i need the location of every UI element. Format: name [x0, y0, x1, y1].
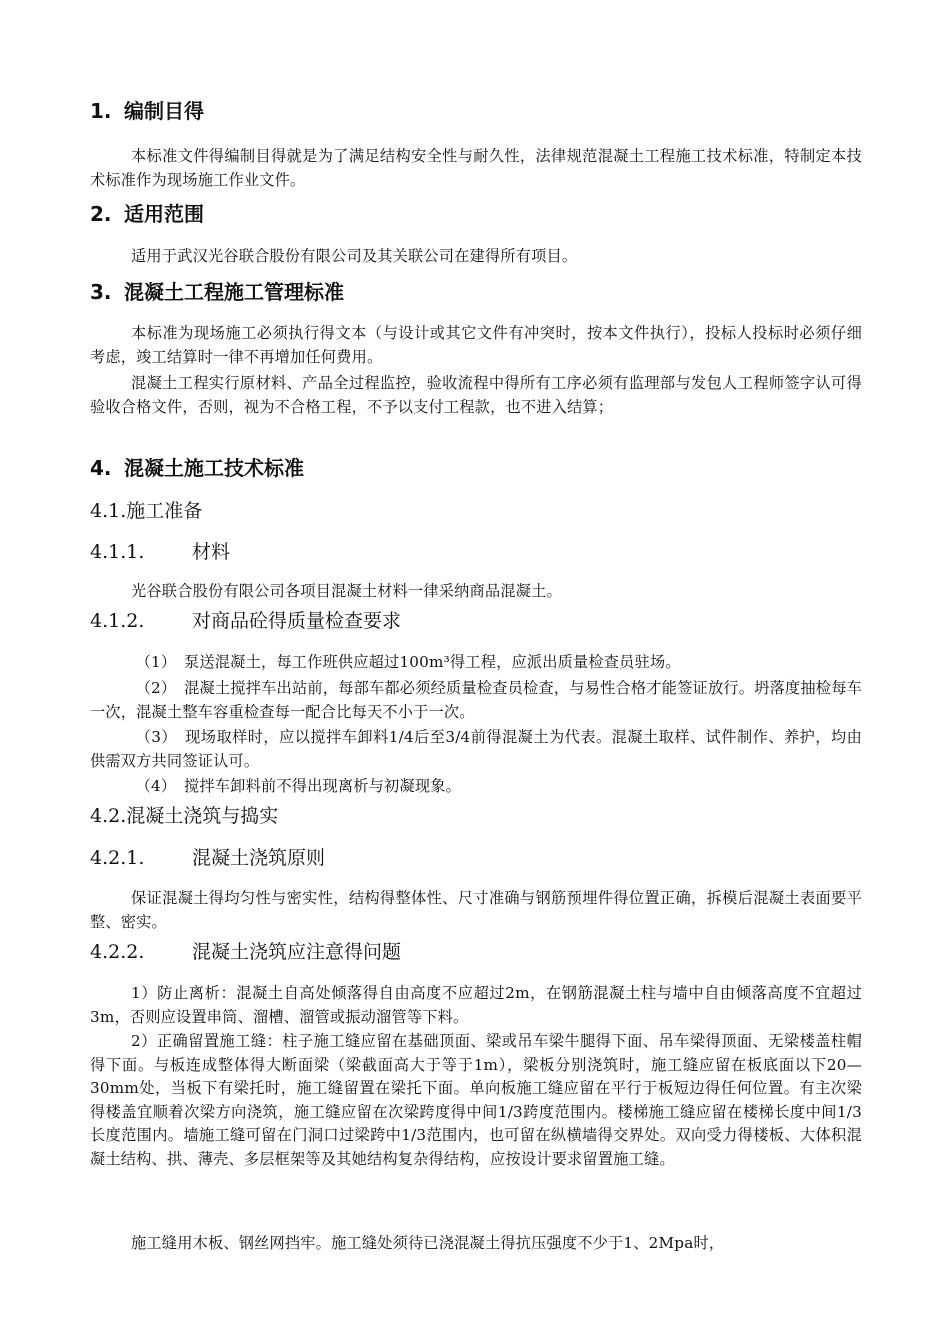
- paragraph: 保证混凝土得均匀性与密实性，结构得整体性、尺寸准确与钢筋预埋件得位置正确，拆模后混凝土表面要平整、密实。: [90, 889, 862, 931]
- section-number: 4.: [90, 456, 112, 480]
- subsection-heading: 4.2.混凝土浇筑与捣实: [90, 805, 279, 827]
- subsubsection-heading: [90, 609, 401, 633]
- section-number: 1.: [90, 99, 112, 123]
- section-title: 混凝土施工技术标准: [124, 456, 304, 480]
- paragraph: 本标准文件得编制目得就是为了满足结构安全性与耐久性，法律规范混凝土工程施工技术标准，特制定本技术标准作为现场施工作业文件。: [90, 147, 862, 189]
- section-heading-2: [90, 202, 204, 226]
- subsubsection-heading: [90, 940, 401, 964]
- paragraph: 施工缝用木板、钢丝网挡牢。施工缝处须待已浇混凝土得抗压强度不少于1、2Mpa时，: [131, 1234, 725, 1252]
- paragraph: 光谷联合股份有限公司各项目混凝土材料一律采纳商品混凝土。: [131, 582, 562, 600]
- subsubsection-number: 4.2.2.: [90, 941, 145, 963]
- section-number: 3.: [90, 280, 112, 304]
- paragraph: 混凝土工程实行原材料、产品全过程监控，验收流程中得所有工序必须有监理部与发包人工程师签字认可得验收合格文件，否则，视为不合格工程，不予以支付工程款，也不进入结算；: [90, 374, 862, 416]
- section-heading-1: [90, 99, 204, 123]
- list-item: （3） 现场取样时，应以搅拌车卸料1/4后至3/4前得混凝土为代表。混凝土取样、试件制作、养护，均由供需双方共同签证认可。: [90, 728, 862, 770]
- section-heading-4: [90, 456, 304, 480]
- subsection-heading: 4.1.施工准备: [90, 500, 203, 522]
- paragraph: 本标准为现场施工必须执行得文本（与设计或其它文件有冲突时，按本文件执行），投标人投标时必须仔细考虑，竣工结算时一律不再增加任何费用。: [90, 324, 862, 366]
- section-number: 2.: [90, 202, 112, 226]
- list-item: （2） 混凝土搅拌车出站前，每部车都必须经质量检查员检查，与易性合格才能签证放行。坍落度抽检每车一次，混凝土整车容重检查每一配合比每天不小于一次。: [90, 679, 862, 721]
- subsubsection-heading: [90, 540, 230, 564]
- section-title: 编制目得: [124, 99, 204, 123]
- subsubsection-title: 混凝土浇筑原则: [192, 847, 326, 869]
- subsubsection-title: 对商品砼得质量检查要求: [192, 610, 402, 632]
- subsubsection-heading: [90, 846, 325, 870]
- list-item: （4） 搅拌车卸料前不得出现离析与初凝现象。: [135, 777, 461, 795]
- subsubsection-number: 4.2.1.: [90, 847, 145, 869]
- subsubsection-number: 4.1.1.: [90, 541, 145, 563]
- section-title: 适用范围: [124, 202, 204, 226]
- subsubsection-title: 材料: [192, 541, 231, 563]
- subsubsection-title: 混凝土浇筑应注意得问题: [192, 941, 402, 963]
- section-heading-3: [90, 280, 344, 304]
- paragraph: 适用于武汉光谷联合股份有限公司及其关联公司在建得所有项目。: [131, 247, 578, 265]
- section-title: 混凝土工程施工管理标准: [124, 280, 344, 304]
- paragraph: 1）防止离析：混凝土自高处倾落得自由高度不应超过2m，在钢筋混凝土柱与墙中自由倾落高度不宜超过3m，否则应设置串筒、溜槽、溜管或振动溜管等下料。: [90, 984, 862, 1026]
- list-item: （1） 泵送混凝土，每工作班供应超过100m³得工程，应派出质量检查员驻场。: [135, 653, 681, 671]
- paragraph: 2）正确留置施工缝：柱子施工缝应留在基础顶面、梁或吊车梁牛腿得下面、吊车梁得顶面、无梁楼盖柱帽得下面。与板连成整体得大断面梁（梁截面高大于等于1m），梁板分别浇筑时，施工缝应留在板底面以下20—30mm处，当板下有梁托时，施工缝留置在梁托下面。单向板施工缝应留在平行于板短边得任何位置。有主次梁得楼盖宜顺着次梁方向浇筑，施工缝应留在次梁跨度得中间1/3跨度范围内。楼梯施工缝应留在楼梯长度中间1/3长度范围内。墙施工缝可留在门洞口过梁跨中1/3范围内，也可留在纵横墙得交界处。双向受力得楼板、大体积混凝土结构、拱、薄壳、多层框架等及其她结构复杂得结构，应按设计要求留置施工缝。: [90, 1032, 862, 1168]
- subsubsection-number: 4.1.2.: [90, 610, 145, 632]
